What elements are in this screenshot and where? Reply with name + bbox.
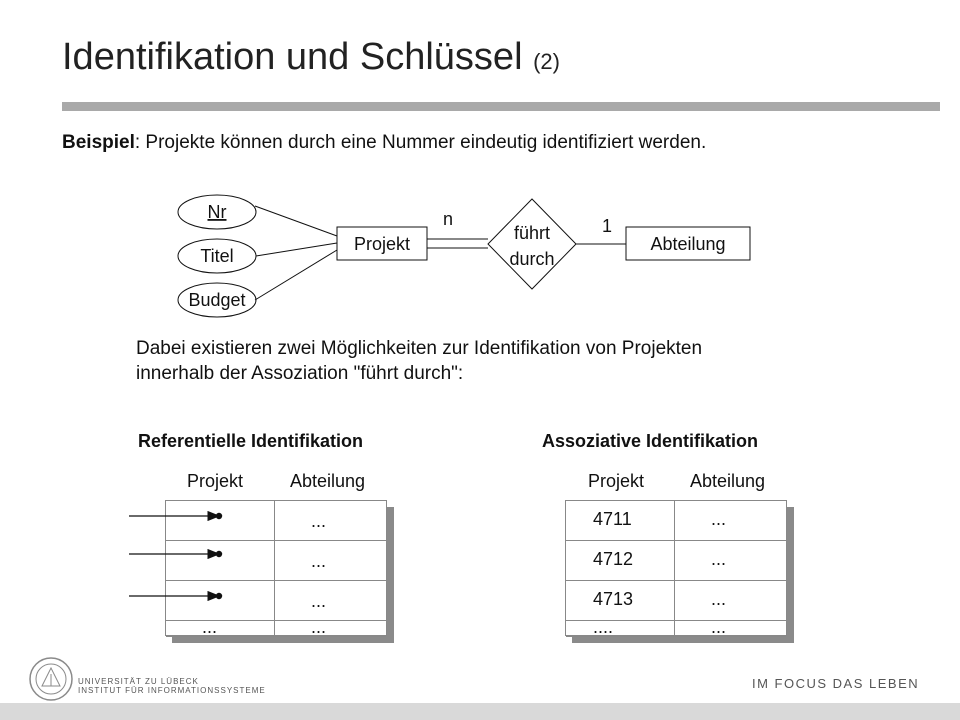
university-line-2: INSTITUT FÜR INFORMATIONSSYSTEME (78, 686, 266, 695)
cardinality-1: 1 (601, 216, 613, 236)
description (136, 336, 702, 386)
table-row (566, 617, 786, 637)
cell-abteilung: ... (711, 617, 727, 637)
entity-projekt-label: Projekt (353, 234, 411, 254)
er-diagram (0, 0, 960, 330)
cell-projekt: 4712 (593, 549, 634, 569)
cell-projekt: .... (593, 617, 614, 637)
description-line-2: innerhalb der Assoziation "führt durch": (136, 363, 464, 384)
associative-col-projekt: Projekt (588, 471, 645, 491)
connector-titel (256, 243, 337, 256)
cardinality-n: n (442, 209, 454, 229)
cell-abteilung: ... (711, 549, 727, 569)
university-seal-icon (28, 656, 74, 702)
cell-abteilung: ... (311, 551, 327, 571)
cell-abteilung: ... (311, 617, 327, 637)
associative-col-abteilung: Abteilung (690, 471, 766, 491)
cell-projekt: 4711 (593, 509, 632, 529)
entity-projekt (337, 227, 427, 260)
cell-abteilung: ... (711, 589, 727, 609)
entity-abteilung-label: Abteilung (650, 234, 726, 254)
column-divider (274, 501, 275, 635)
relationship-label-line2: durch (509, 249, 555, 269)
entity-abteilung (626, 227, 750, 260)
attribute-titel (178, 239, 256, 273)
reference-arrow (129, 551, 222, 557)
example-label: Beispiel (62, 132, 135, 153)
university-name (78, 677, 266, 695)
attribute-budget (178, 283, 256, 317)
reference-arrow (129, 593, 222, 599)
referential-title: Referentielle Identifikation (138, 431, 364, 451)
referential-col-abteilung: Abteilung (290, 471, 366, 491)
slide-title-suffix: (2) (533, 49, 560, 74)
slogan: IM FOCUS DAS LEBEN (752, 676, 920, 691)
slide-title-text: Identifikation und Schlüssel (62, 36, 523, 78)
column-divider (674, 501, 675, 635)
reference-arrow (129, 513, 222, 519)
university-line-1: UNIVERSITÄT ZU LÜBECK (78, 677, 199, 686)
connector-budget (255, 250, 337, 300)
table-row (566, 501, 786, 541)
connector-nr (255, 206, 337, 236)
attribute-nr-label: Nr (207, 202, 227, 222)
table-body (565, 500, 787, 636)
reference-arrows (120, 500, 240, 610)
table-row (566, 541, 786, 581)
cell-abteilung: ... (311, 591, 327, 611)
attribute-titel-label: Titel (200, 246, 234, 266)
table-row (166, 617, 386, 637)
attribute-budget-label: Budget (188, 290, 246, 310)
cell-projekt: 4713 (593, 589, 634, 609)
relationship-label-line1: führt (513, 223, 551, 243)
referential-col-projekt: Projekt (187, 471, 244, 491)
example-text: : Projekte können durch eine Nummer eindeutig identifiziert werden. (134, 132, 707, 153)
footer-bar (0, 703, 960, 720)
table-row (566, 581, 786, 621)
cell-projekt: ... (202, 617, 218, 637)
relationship-fuehrt-durch (488, 199, 576, 289)
cell-abteilung: ... (311, 511, 327, 531)
associative-title: Assoziative Identifikation (542, 431, 759, 451)
description-line-1: Dabei existieren zwei Möglichkeiten zur Identifikation von Projekten (136, 338, 703, 359)
attribute-nr (178, 195, 256, 229)
cell-abteilung: ... (711, 509, 727, 529)
